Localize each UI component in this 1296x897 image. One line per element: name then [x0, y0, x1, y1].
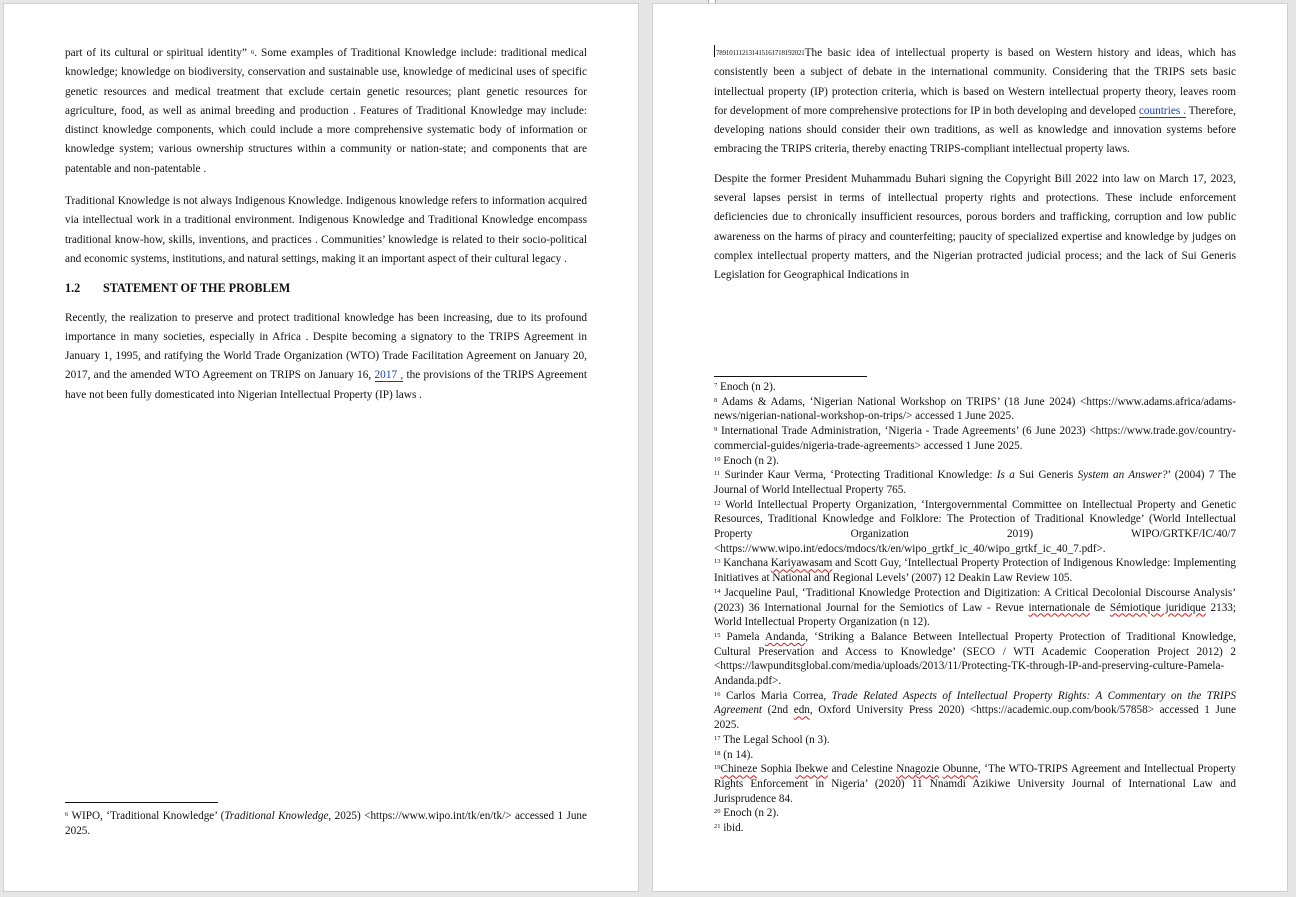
- heading-number: 1.2: [65, 281, 81, 296]
- spelling-error[interactable]: Sémiotique juridique: [1109, 601, 1206, 614]
- footnote-number: 17: [714, 734, 721, 742]
- text-run: The basic idea of intellectual property is based on Western history and ideas, which has consistently been a subject of debate in the international community. Considering that the TRIPS sets basic intellectual property (IP) protection criteria, which is based on Western intellectual property theory, leaves room for development of more comprehensive protections for IP in both developing and developed: [714, 47, 1236, 117]
- text-run: Sui Generis: [1014, 469, 1078, 482]
- text-run: Enoch (n 2).: [720, 454, 779, 467]
- footnote-number: 10: [714, 455, 721, 463]
- text-run: ibid.: [720, 822, 744, 835]
- footnote-marks: 789101112131415161718192021: [716, 49, 805, 57]
- footnote-number: 16: [714, 690, 721, 698]
- text-run: International Trade Administration, ‘Nigeria - Trade Agreements’ (6 June 2023) <https://www.trade.gov/country-commercial-guides/nigeria-trade-agreements> accessed 1 June 2025.: [714, 425, 1236, 452]
- page-body: [714, 44, 1236, 296]
- footnote[interactable]: [65, 809, 587, 838]
- footnote-ref[interactable]: 6: [251, 49, 255, 56]
- footnote[interactable]: [714, 689, 1236, 733]
- text-run: Pamela: [720, 630, 765, 643]
- text-run: Enoch (n 2).: [720, 807, 779, 820]
- text-run: Enoch (n 2).: [717, 381, 776, 393]
- text-run: Jacqueline Paul, ‘Traditional Knowledge Protection and Digitization: A Critical Decolonial Discourse Analysis’ (2023) 36 International Journal for the Semiotics of Law - Revue: [714, 586, 1236, 614]
- text-run: part of its cultural or spiritual identity”: [65, 47, 251, 59]
- document-page-right: [653, 4, 1287, 891]
- footnotes: [65, 809, 587, 838]
- text-run: Surinder Kaur Verma, ‘Protecting Traditional Knowledge:: [720, 469, 997, 482]
- footnote[interactable]: [714, 630, 1236, 689]
- heading-text: STATEMENT OF THE PROBLEM: [103, 281, 291, 296]
- footnote[interactable]: [714, 454, 1236, 469]
- footnote-number: 9: [714, 426, 718, 434]
- footnote[interactable]: [714, 821, 1236, 836]
- text-run: World Intellectual Property Organization, ‘Intergovernmental Committee on Intellectual Property and Genetic Resources, Traditional Knowledge and Folklore: The Protection of Traditional Knowledge’ (World Intellectual Property Organization 2019) WIPO/GRTKF/IC/40/7 <https://www.wipo.int/edocs/mdocs/tk/en/wipo_grtkf_ic_40/wipo_grtkf_ic_40_7.pdf>.: [714, 498, 1236, 555]
- tracked-change[interactable]: countries .: [1138, 104, 1186, 117]
- spelling-error[interactable]: Nnagozie: [896, 763, 940, 776]
- tracked-change[interactable]: 2017 ,: [374, 369, 404, 382]
- footnotes: [714, 380, 1236, 836]
- text-run: and Scott Guy, ‘Intellectual Property Protection of Indigenous Knowledge: Implementing Initiatives at National and Regional Levels’ (2007) 12 Deakin Law Review 105.: [714, 557, 1236, 585]
- footnote[interactable]: [714, 748, 1236, 763]
- section-heading: [65, 279, 587, 298]
- text-run: , ‘The WTO-TRIPS Agreement and Intellectual Property Rights Enforcement in Nigeria’ (2020) 11 Nnamdi Azikiwe University Journal of International Law and Jurisprudence 84.: [714, 763, 1237, 805]
- text-cursor: [714, 45, 715, 57]
- footnote-number: 11: [714, 470, 721, 478]
- text-run: Recently, the realization to preserve and protect traditional knowledge has been increasing, due to its profound importance in many societies, especially in Africa . Despite becoming a signatory to the TRIPS Agreement in January 1, 1995, and ratifying the World Trade Organization (WTO) Trade Facilitation Agreement on January 20, 2017, and the amended WTO Agreement on TRIPS on January 16,: [65, 311, 587, 382]
- footnote-number: 6: [65, 811, 69, 818]
- footnote[interactable]: [714, 468, 1236, 497]
- footnote-number: 21: [714, 823, 721, 831]
- footnote-separator: [714, 376, 867, 377]
- footnote-number: 19: [714, 764, 721, 772]
- text-run: Adams & Adams, ‘Nigerian National Workshop on TRIPS’ (18 June 2024) <https://www.adams.africa/adams-news/nigerian-national-workshop-on-trips/> accessed 1 June 2025.: [714, 395, 1236, 423]
- footnote-number: 13: [714, 558, 721, 566]
- footnote[interactable]: [714, 733, 1236, 748]
- footnote-separator: [65, 802, 218, 803]
- text-run: , Oxford University Press 2020) <https://academic.oup.com/book/57858> accessed 1 June 2025.: [714, 704, 1236, 732]
- paragraph[interactable]: Despite the former President Muhammadu Buhari signing the Copyright Bill 2022 into law on March 17, 2023, several lapses persist in terms of intellectual property rights and protections. These include enforcement deficiencies due to chronically insufficient resources, porous borders and trafficking, corruption and low public awareness on the harms of piracy and counterfeiting; paucity of specialized expertise and knowledge by judges on complex intellectual property matters, and the Nigerian protracted judicial process; and the lack of Sui Generis Legislation for Geographical Indications in: [714, 172, 1236, 282]
- spelling-error[interactable]: Kariyawasam: [770, 557, 833, 570]
- footnote-number: 20: [714, 808, 721, 816]
- text-run: ’ (2004) 7 The Journal of World Intellectual Property 765.: [714, 469, 1236, 496]
- text-run: Traditional Knowledge: [224, 810, 329, 822]
- text-run: Therefore, developing nations should consider their own traditions, as well as knowledge and innovation systems before embracing the TRIPS criteria, thereby enacting TRIPS-compliant intellectual property laws.: [714, 104, 1236, 156]
- spelling-error[interactable]: Ibekwe: [795, 763, 829, 776]
- spelling-error[interactable]: internationale: [1028, 601, 1091, 614]
- spelling-error[interactable]: Obunne: [942, 763, 979, 776]
- text-run: 2133; World Intellectual Property Organization (n 12).: [714, 601, 1236, 629]
- footnote-number: 14: [714, 587, 721, 595]
- text-run: Kanchana: [720, 557, 771, 570]
- footnote-number: 7: [714, 382, 718, 389]
- spelling-error[interactable]: Andanda: [764, 630, 806, 643]
- footnote[interactable]: [714, 380, 1236, 395]
- paragraph[interactable]: Traditional Knowledge is not always Indigenous Knowledge. Indigenous knowledge refers to information acquired via intellectual work in a traditional environment. Indigenous Knowledge and Traditional Knowledge encompass traditional know-how, skills, inventions, and practices . Communities’ knowledge is related to their socio-political and economic systems, institutions, and natural settings, making it an important aspect of their cultural legacy .: [65, 195, 587, 265]
- spelling-error[interactable]: Chineze: [720, 763, 758, 776]
- text-run: de: [1090, 601, 1110, 614]
- text-run: Carlos Maria Correa,: [720, 689, 832, 702]
- paragraph[interactable]: [65, 44, 587, 179]
- text-run: , ‘Striking a Balance Between Intellectual Property Protection of Traditional Knowledge, Cultural Preservation and Access to Knowledge’ (SECO / WTI Academic Cooperation Project 2012) 2 <https://lawpunditsglobal.com/media/uploads/2013/11/Protecting-TK-through-IP-and-preserving-culture-Pamela-Andanda.pdf>.: [714, 630, 1236, 688]
- footnote[interactable]: [714, 498, 1236, 557]
- footnote[interactable]: [714, 762, 1236, 806]
- text-run: . Some examples of Traditional Knowledge include: traditional medical knowledge; knowledge on biodiversity, conservation and sustainable use, knowledge of medicinal uses of specific genetic resources and medical treatment that exclude certain genetic resources; plant genetic resources for agriculture, food, as well as animal breeding and production . Features of Traditional Knowledge may include: distinct knowledge components, which could include a more comprehensive systematic body of information or knowledge system; various ownership structures within a community or nation-state; and components that are patentable and non-patentable .: [65, 47, 587, 175]
- text-run: the provisions of the TRIPS Agreement have not been fully domesticated into Nigerian Intellectual Property (IP) laws .: [65, 369, 588, 401]
- text-run: Sophia: [757, 763, 796, 776]
- text-run: The Legal School (n 3).: [720, 733, 830, 746]
- footnote[interactable]: [714, 395, 1236, 424]
- text-run: System an Answer?: [1077, 469, 1168, 482]
- text-run: WIPO, ‘Traditional Knowledge’ (: [68, 810, 225, 822]
- page-body: [65, 44, 587, 415]
- text-run: (2nd: [762, 704, 794, 717]
- footnote-number: 12: [714, 499, 721, 507]
- text-run: and Celestine: [828, 763, 897, 776]
- spelling-error[interactable]: edn: [793, 704, 810, 717]
- footnote[interactable]: [714, 556, 1236, 585]
- text-run: , 2025) <https://www.wipo.int/tk/en/tk/> accessed 1 June 2025.: [65, 810, 587, 837]
- document-page-left: [4, 4, 638, 891]
- footnote[interactable]: [714, 806, 1236, 821]
- footnote[interactable]: [714, 586, 1236, 630]
- footnote-number: 18: [714, 749, 721, 757]
- text-run: Trade Related Aspects of Intellectual Property Rights: A Commentary on the TRIPS Agreement: [714, 689, 1237, 717]
- paragraph[interactable]: [65, 309, 587, 405]
- text-run: (n 14).: [720, 748, 754, 761]
- paragraph[interactable]: [714, 44, 1236, 160]
- footnote-number: 8: [714, 396, 718, 404]
- footnote-number: 15: [714, 631, 721, 639]
- footnote[interactable]: [714, 424, 1236, 453]
- text-run: Is a: [996, 469, 1015, 482]
